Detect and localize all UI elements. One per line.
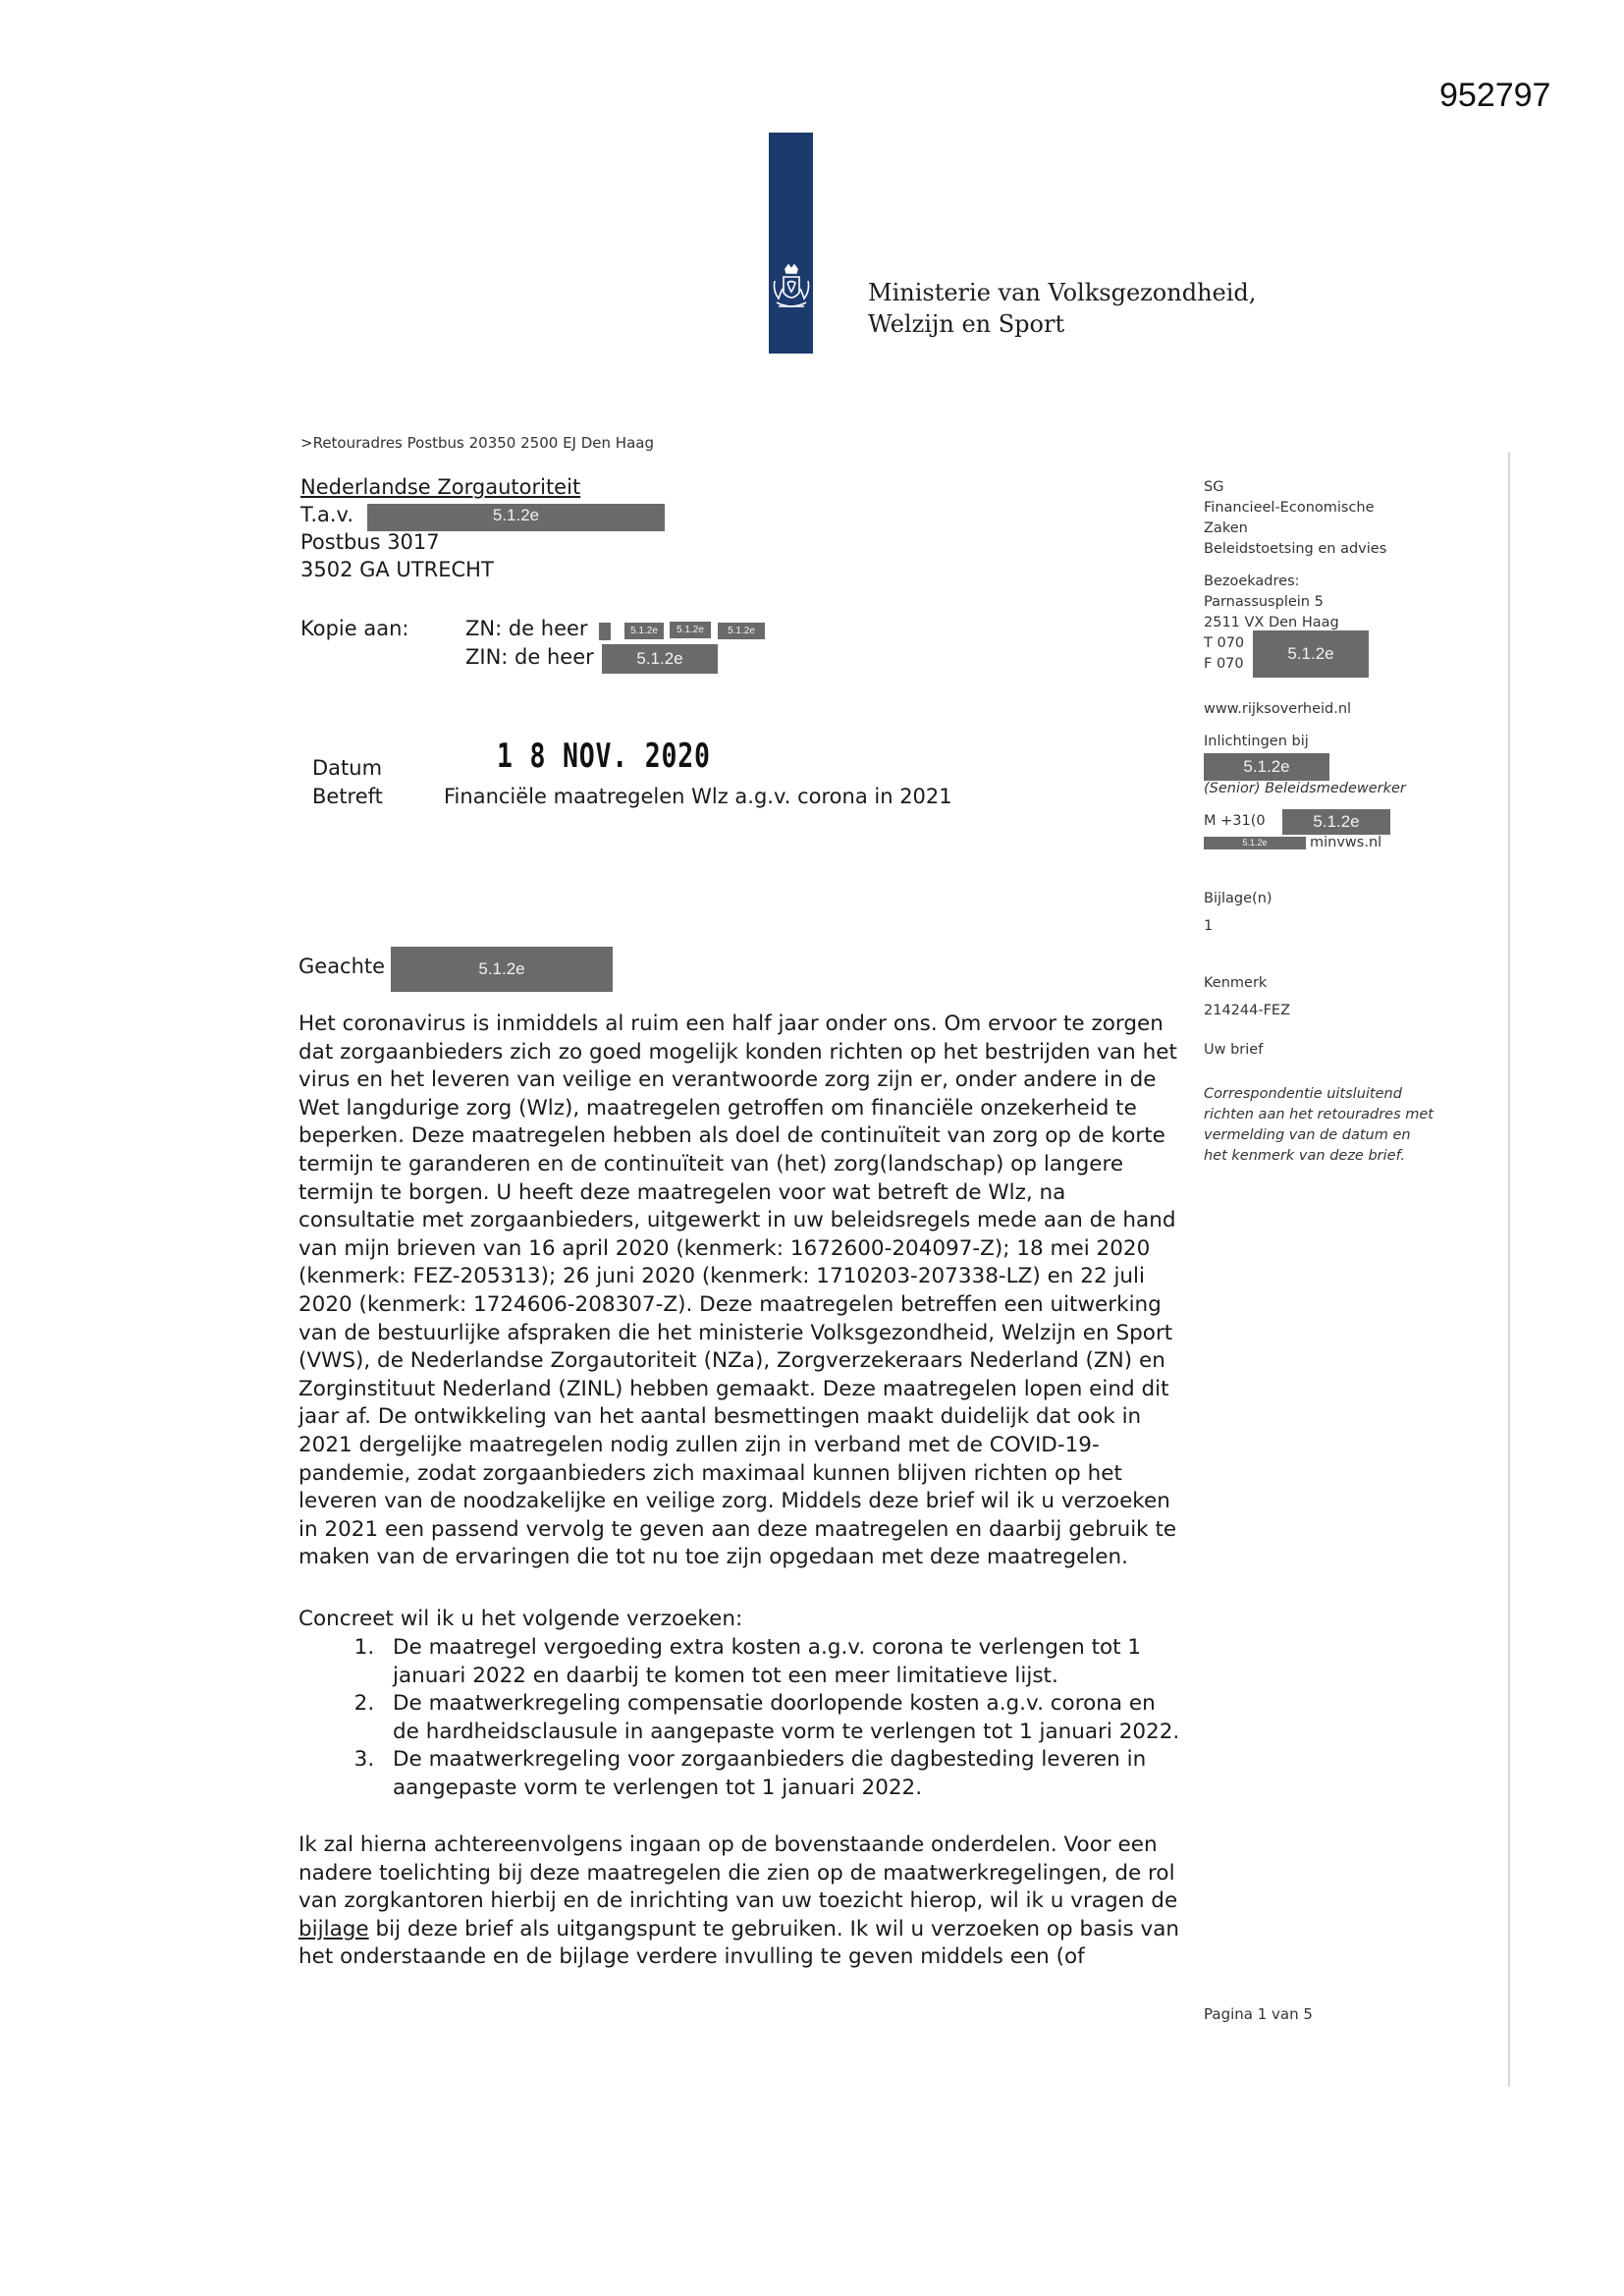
document-number: 952797	[1439, 77, 1551, 114]
copy-label: Kopie aan:	[300, 617, 409, 640]
sidebar-dept3: Beleidstoetsing en advies	[1204, 541, 1387, 557]
redaction-email: 5.1.2e	[1204, 837, 1306, 849]
addressee-attn: T.a.v.	[300, 503, 354, 526]
ministry-name	[868, 277, 1256, 340]
sidebar-kenmerk-value: 214244-FEZ	[1204, 1003, 1291, 1018]
copy-zn: ZN: de heer	[465, 617, 588, 640]
sidebar-note	[1204, 1084, 1435, 1167]
paragraph-1: Het coronavirus is inmiddels al ruim een half jaar onder ons. Om ervoor te zorgen dat zorgaanbieders zich zo goed mogelijk konden richten op het bestrijden van het virus en het leveren van veilige en verantwoorde zorg zijn er, onder andere in de Wet langdurige zorg (Wlz), maatregelen getroffen om financiële onzekerheid te beperken. Deze maatregelen hebben als doel de continuïteit van zorg op de korte termijn te garanderen en de continuïteit van (het) zorg(landschap) op langere termijn te borgen. U heeft deze maatregelen voor wat betreft de Wlz, na consultatie met zorgaanbieders, uitgewerkt in uw beleidsregels mede aan de hand van mijn brieven van 16 april 2020 (kenmerk: 1672600-204097-Z); 18 mei 2020 (kenmerk: FEZ-205313); 26 juni 2020 (kenmerk: 1710203-207338-LZ) en 22 juli 2020 (kenmerk: 1724606-208307-Z). Deze maatregelen betreffen een uitwerking van de bestuurlijke afspraken die het ministerie Volksgezondheid, Welzijn en Sport (VWS), de Nederlandse Zorgautoriteit (NZa), Zorgverzekeraars Nederland (ZN) en Zorginstituut Nederland (ZINL) hebben gemaakt. Deze maatregelen lopen eind dit jaar af. De ontwikkeling van het aantal besmettingen maakt duidelijk dat ook in 2021 dergelijke maatregelen nodig zullen zijn in verband met de COVID-19-pandemie, zodat zorgaanbieders zich maximaal kunnen blijven richten op het leveren van de noodzakelijke en veilige zorg. Middels deze brief wil ik u verzoeken in 2021 een passend vervolg te geven aan deze maatregelen en daarbij gebruik te maken van de ervaringen die tot nu toe zijn opgedaan met deze maatregelen.	[298, 1011, 1177, 1570]
addressee-org-text: Nederlandse Zorgautoriteit	[300, 475, 581, 499]
sidebar-info-label: Inlichtingen bij	[1204, 734, 1309, 749]
sidebar-role-text: (Senior) Beleidsmedewerker	[1204, 781, 1406, 796]
sidebar-bijlage-label: Bijlage(n)	[1204, 891, 1272, 906]
sidebar-mobile: M +31(0	[1204, 813, 1266, 829]
redaction-contact: 5.1.2e	[1204, 753, 1329, 781]
redaction-salutation: 5.1.2e	[391, 947, 613, 992]
request-list-wrap	[298, 1634, 1182, 1803]
redaction-mobile: 5.1.2e	[1282, 809, 1390, 835]
paragraph-3-after: bij deze brief als uitgangspunt te gebruiken. Ik wil u verzoeken op basis van het onderstaande en de bijlage verdere invulling te geven middels een (of	[298, 1916, 1180, 1970]
addressee-org	[300, 473, 580, 501]
sidebar-uwbrief-label: Uw brief	[1204, 1042, 1264, 1058]
sidebar-bijlage-value: 1	[1204, 918, 1214, 934]
request-item: 2. De maatwerkregeling compensatie doorlopende kosten a.g.v. corona en de hardheidsclausule in aangepaste vorm te verlengen tot 1 januari 2022.	[381, 1690, 1182, 1746]
redaction-attn: 5.1.2e	[367, 504, 665, 531]
date-stamp: 1 8 NOV. 2020	[497, 737, 711, 776]
salutation: Geachte	[298, 955, 386, 978]
redaction-phone: 5.1.2e	[1253, 630, 1369, 678]
sidebar-role	[1204, 779, 1439, 799]
subject-label: Betreft	[312, 785, 383, 808]
sidebar-divider	[1508, 452, 1510, 2087]
sidebar-tel: T 070	[1204, 635, 1245, 651]
bijlage-link[interactable]: bijlage	[298, 1916, 369, 1941]
date-label: Datum	[312, 756, 383, 780]
redaction-zin: 5.1.2e	[602, 644, 718, 674]
addressee-city: 3502 GA UTRECHT	[300, 558, 494, 581]
sidebar-postcode: 2511 VX Den Haag	[1204, 615, 1339, 630]
sidebar-street: Parnassusplein 5	[1204, 594, 1324, 610]
sidebar-note-text: Correspondentie uitsluitend richten aan het retouradres met vermelding van de datum en het kenmerk van deze brief.	[1204, 1086, 1434, 1164]
paragraph-3	[298, 1831, 1182, 1972]
redaction-zn-1: 5.1.2e	[624, 623, 664, 639]
return-address: >Retouradres Postbus 20350 2500 EJ Den Haag	[300, 434, 654, 452]
sidebar-email-suffix: minvws.nl	[1310, 835, 1382, 850]
redaction-zn-2: 5.1.2e	[670, 622, 711, 638]
request-list	[298, 1634, 1182, 1803]
request-item: 1. De maatregel vergoeding extra kosten a.g.v. corona te verlengen tot 1 januari 2022 en daarbij te komen tot een meer limitatieve lijst.	[381, 1634, 1182, 1690]
page-indicator: Pagina 1 van 5	[1204, 2005, 1313, 2023]
copy-zin: ZIN: de heer	[465, 645, 594, 669]
subject-value: Financiële maatregelen Wlz a.g.v. corona in 2021	[444, 785, 952, 808]
sidebar-kenmerk-label: Kenmerk	[1204, 975, 1268, 991]
paragraph-3-before: Ik zal hierna achtereenvolgens ingaan op de bovenstaande onderdelen. Voor een nadere toelichting bij deze maatregelen die zien op de maatwerkregelingen, de rol van zorgkantoren hierbij en de inrichting van uw toezicht hierop, wil ik u vragen de	[298, 1832, 1178, 1914]
coat-of-arms-icon	[771, 263, 812, 334]
sidebar-fax: F 070	[1204, 656, 1244, 672]
redaction-zn-3: 5.1.2e	[718, 623, 765, 639]
sidebar-sg: SG	[1204, 479, 1224, 495]
sidebar-website: www.rijksoverheid.nl	[1204, 701, 1352, 717]
ministry-name-line1: Ministerie van Volksgezondheid,	[868, 279, 1257, 306]
sidebar-dept1: Financieel-Economische	[1204, 500, 1375, 516]
sidebar-dept2: Zaken	[1204, 520, 1248, 536]
sidebar-visit-label: Bezoekadres:	[1204, 574, 1300, 589]
request-intro: Concreet wil ik u het volgende verzoeken:	[298, 1607, 743, 1631]
ministry-name-line2: Welzijn en Sport	[868, 310, 1065, 338]
request-item: 3. De maatwerkregeling voor zorgaanbieders die dagbesteding leveren in aangepaste vorm te verlengen tot 1 januari 2022.	[381, 1746, 1182, 1802]
redaction-zn-initial	[599, 623, 611, 640]
addressee-postbus: Postbus 3017	[300, 530, 440, 554]
